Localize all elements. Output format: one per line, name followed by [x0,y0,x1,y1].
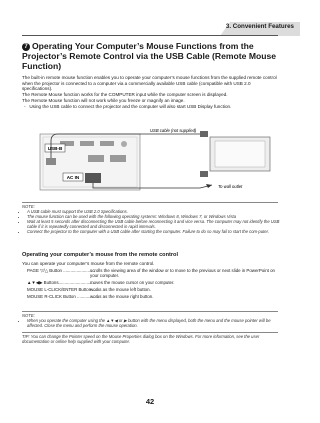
button-description: moves the mouse cursor on your computer. [90,280,175,285]
projector-panel [40,134,140,190]
note-item: • A USB cable must support the USB 2.0 Specifications. [27,209,280,214]
tip-divider [22,332,278,333]
outlet-label: To wall outlet [218,184,243,189]
section-header [220,22,300,36]
button-key: ▲▼◀▶ Buttons.............................. [27,280,96,285]
page-number: 42 [145,397,155,406]
connection-diagram [40,128,280,197]
note-list [22,209,280,234]
tip-block [22,334,280,344]
button-description: works as the mouse left button. [90,287,151,292]
diagram-illustration [40,128,280,197]
note-block-1 [22,204,280,235]
ac-in-text: AC IN [66,175,80,180]
usb-b-port-label [45,144,65,152]
button-key: PAGE ▽/△ Button .......................... [27,268,95,273]
note-item: • The mouse function can be used with the following operating systems: Windows 8, Windows 7, or Windows Vista [27,214,280,219]
intro-paragraph-3: The Remote Mouse function will not work while you freeze or magnify an image. [22,98,185,103]
dash-bullet: - [24,104,30,109]
note-divider-2 [22,311,278,312]
intro-paragraph-1: The built-in remote mouse function enables you to operate your computer’s mouse functions from the supplied remote control when the projector is connected to a computer via a commercially available USB cable (compatible with USB 2.0 specifications). [22,75,277,92]
remote-intro: You can operate your computer’s mouse from the remote control. [22,261,155,266]
step-number-badge: 7 [22,43,30,51]
note-item: • When you operate the computer using the ▲▼◀ or ▶ button with the menu displayed, both the menu and the mouse pointer will be affected. Close the menu and perform the mouse operation. [27,318,280,328]
step-text: Using the USB cable to connect the projector and the computer will also start USB Display function. [29,104,232,109]
note-item: • Wait at least 5 seconds after disconnecting the USB cable before reconnecting it and vice versa. The computer may not identify the USB cable if it is repeatedly connected and disconnected in rapid intervals. [27,219,280,229]
button-description: scrolls the viewing area of the window or to move to the previous or next slide in PowerPoint on your computer. [90,268,275,279]
usb-cable-label: USB cable (not supplied) [150,128,197,133]
button-row [27,268,282,279]
note-heading: NOTE: [22,313,35,318]
button-row [27,294,282,299]
note-divider-1 [22,202,278,203]
note-block-2 [22,313,280,328]
step-item [24,104,279,110]
button-key: MOUSE R-CLICK Button .................. [27,294,99,299]
note-list [22,318,280,328]
section-title: 3. Convenient Features [225,23,294,30]
button-key: MOUSE L-CLICK/ENTER Button ...... [27,287,100,292]
button-row [27,280,282,285]
note-item: • Connect the projector to the computer with a USB cable after starting the computer. Failure to do so may fail to start the com-puter. [27,229,280,234]
note-heading: NOTE: [22,204,35,209]
page-title-text: Operating Your Computer’s Mouse Functions from the Projector’s Remote Control via the USB Cable (Remote Mouse Function) [22,41,277,71]
intro-paragraph-2: The Remote Mouse function works for the COMPUTER input while the computer screen is displayed. [22,92,228,97]
laptop-computer [200,131,270,177]
button-description: works as the mouse right button. [90,294,154,299]
page-title [22,41,280,71]
section-heading: Operating your computer’s mouse from the remote control [22,252,179,258]
button-row [27,287,282,292]
tip-text: TIP: You can change the Pointer speed on the Mouse Properties dialog box on the Windows. For more information, see the user documentation or online help supplied with your computer. [22,334,260,345]
usb-b-text: USB-B [47,146,63,151]
ac-in-port-label [63,173,83,181]
header-divider [22,35,278,36]
